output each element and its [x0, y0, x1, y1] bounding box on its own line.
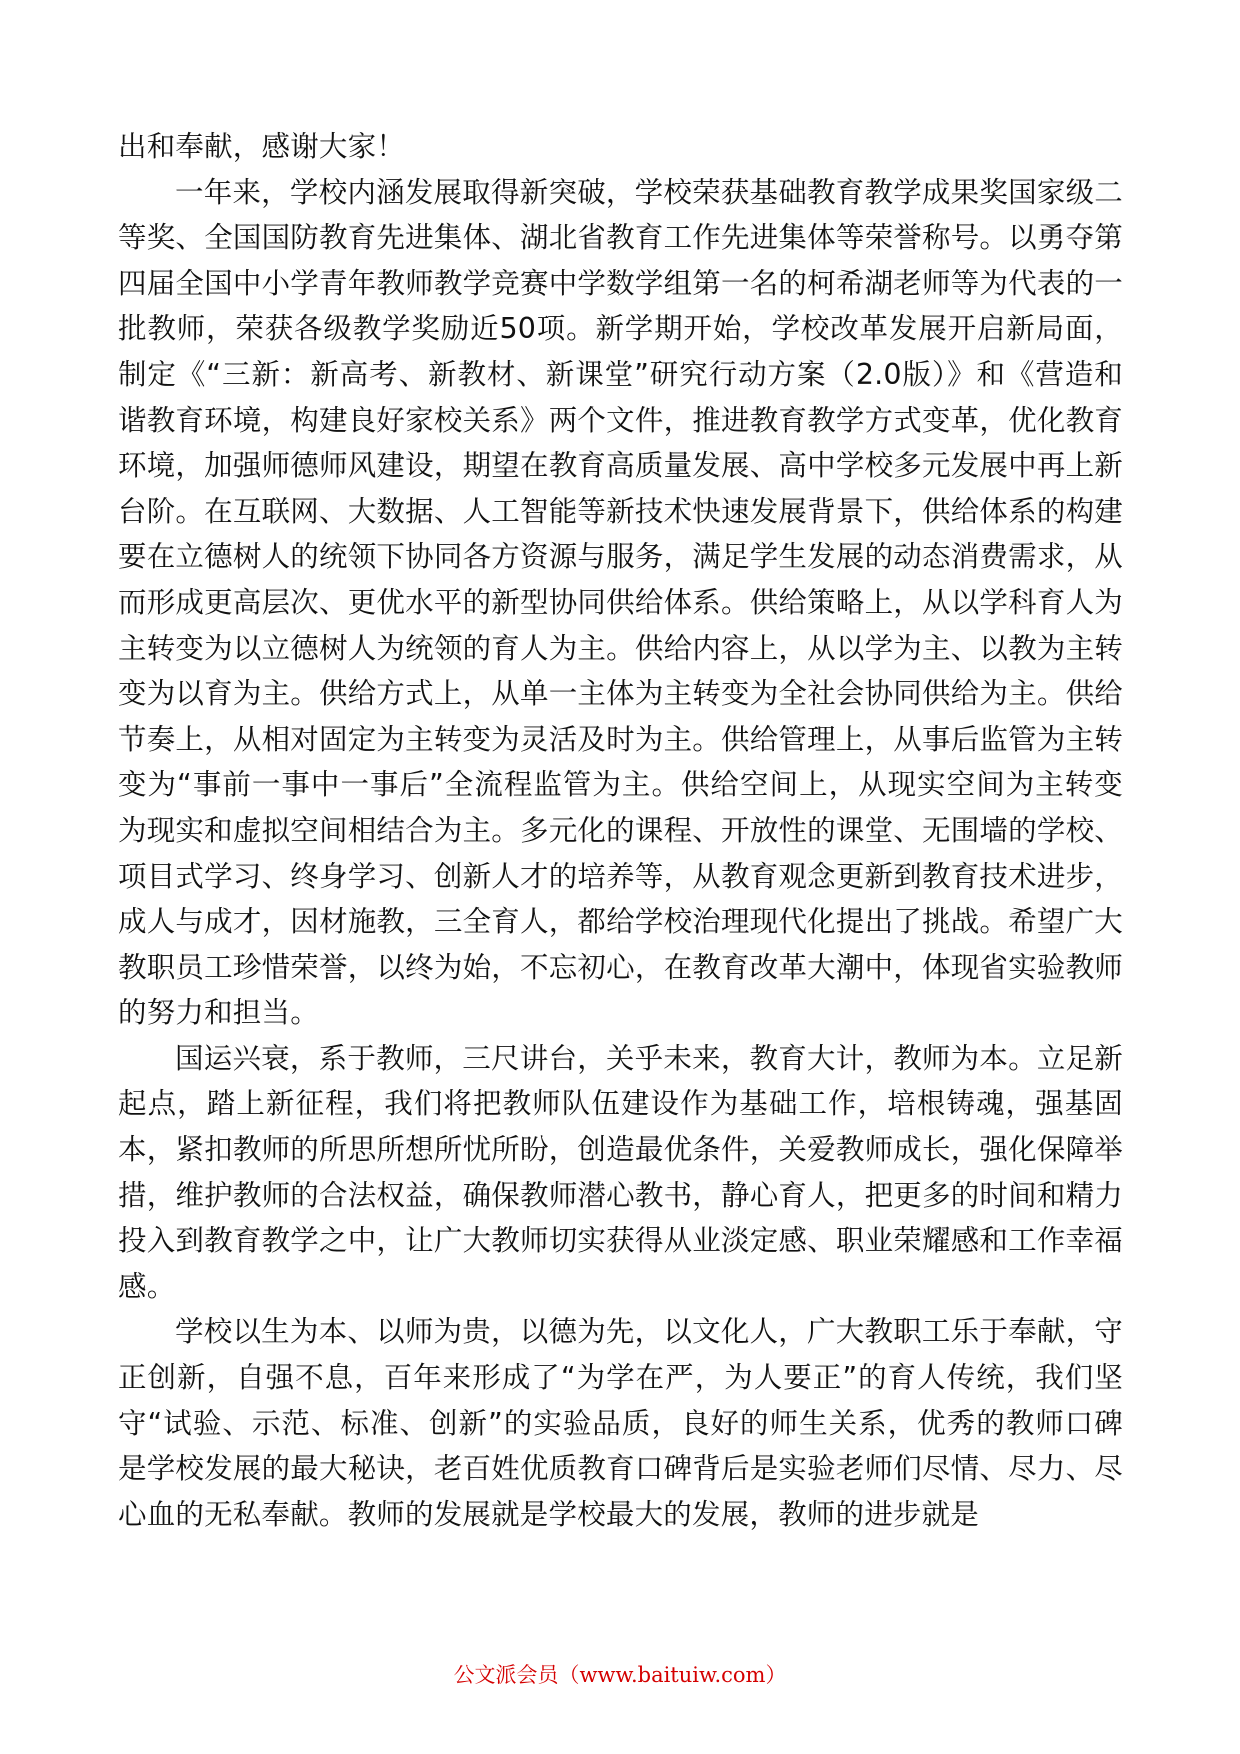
paragraph-1: 出和奉献，感谢大家！: [118, 130, 406, 163]
document-body: [118, 124, 1123, 1537]
paragraph-4: 学校以生为本、以师为贵，以德为先，以文化人，广大教职工乐于奉献，守正创新，自强不息，百年来形成了“为学在严，为人要正”的育人传统，我们坚守“试验、示范、标准、创新”的实验品质，良好的师生关系，优秀的教师口碑是学校发展的最大秘诀，老百姓优质教育口碑背后是实验老师们尽情、尽力、尽心血的无私奉献。教师的发展就是学校最大的发展，教师的进步就是: [118, 1315, 1123, 1531]
footer-watermark: 公文派会员（www.baituiw.com）: [453, 1663, 787, 1687]
paragraph-2: 一年来，学校内涵发展取得新突破，学校荣获基础教育教学成果奖国家级二等奖、全国国防教育先进集体、湖北省教育工作先进集体等荣誉称号。以勇夺第四届全国中小学青年教师教学竞赛中学数学组第一名的柯希湖老师等为代表的一批教师，荣获各级教学奖励近50项。新学期开始，学校改革发展开启新局面，制定《“三新：新高考、新教材、新课堂”研究行动方案（2.0版）》和《营造和谐教育环境，构建良好家校关系》两个文件，推进教育教学方式变革，优化教育环境，加强师德师风建设，期望在教育高质量发展、高中学校多元发展中再上新台阶。在互联网、大数据、人工智能等新技术快速发展背景下，供给体系的构建要在立德树人的统领下协同各方资源与服务，满足学生发展的动态消费需求，从而形成更高层次、更优水平的新型协同供给体系。供给策略上，从以学科育人为主转变为以立德树人为统领的育人为主。供给内容上，从以学为主、以教为主转变为以育为主。供给方式上，从单一主体为主转变为全社会协同供给为主。供给节奏上，从相对固定为主转变为灵活及时为主。供给管理上，从事后监管为主转变为“事前一事中一事后”全流程监管为主。供给空间上，从现实空间为主转变为现实和虚拟空间相结合为主。多元化的课程、开放性的课堂、无围墙的学校、项目式学习、终身学习、创新人才的培养等，从教育观念更新到教育技术进步，成人与成才，因材施教，三全育人，都给学校治理现代化提出了挑战。希望广大教职员工珍惜荣誉，以终为始，不忘初心，在教育改革大潮中，体现省实验教师的努力和担当。: [118, 175, 1123, 1030]
paragraph-3: 国运兴衰，系于教师，三尺讲台，关乎未来，教育大计，教师为本。立足新起点，踏上新征程，我们将把教师队伍建设作为基础工作，培根铸魂，强基固本，紧扣教师的所思所想所忧所盼，创造最优条件，关爱教师成长，强化保障举措，维护教师的合法权益，确保教师潜心教书，静心育人，把更多的时间和精力投入到教育教学之中，让广大教师切实获得从业淡定感、职业荣耀感和工作幸福感。: [118, 1041, 1123, 1303]
